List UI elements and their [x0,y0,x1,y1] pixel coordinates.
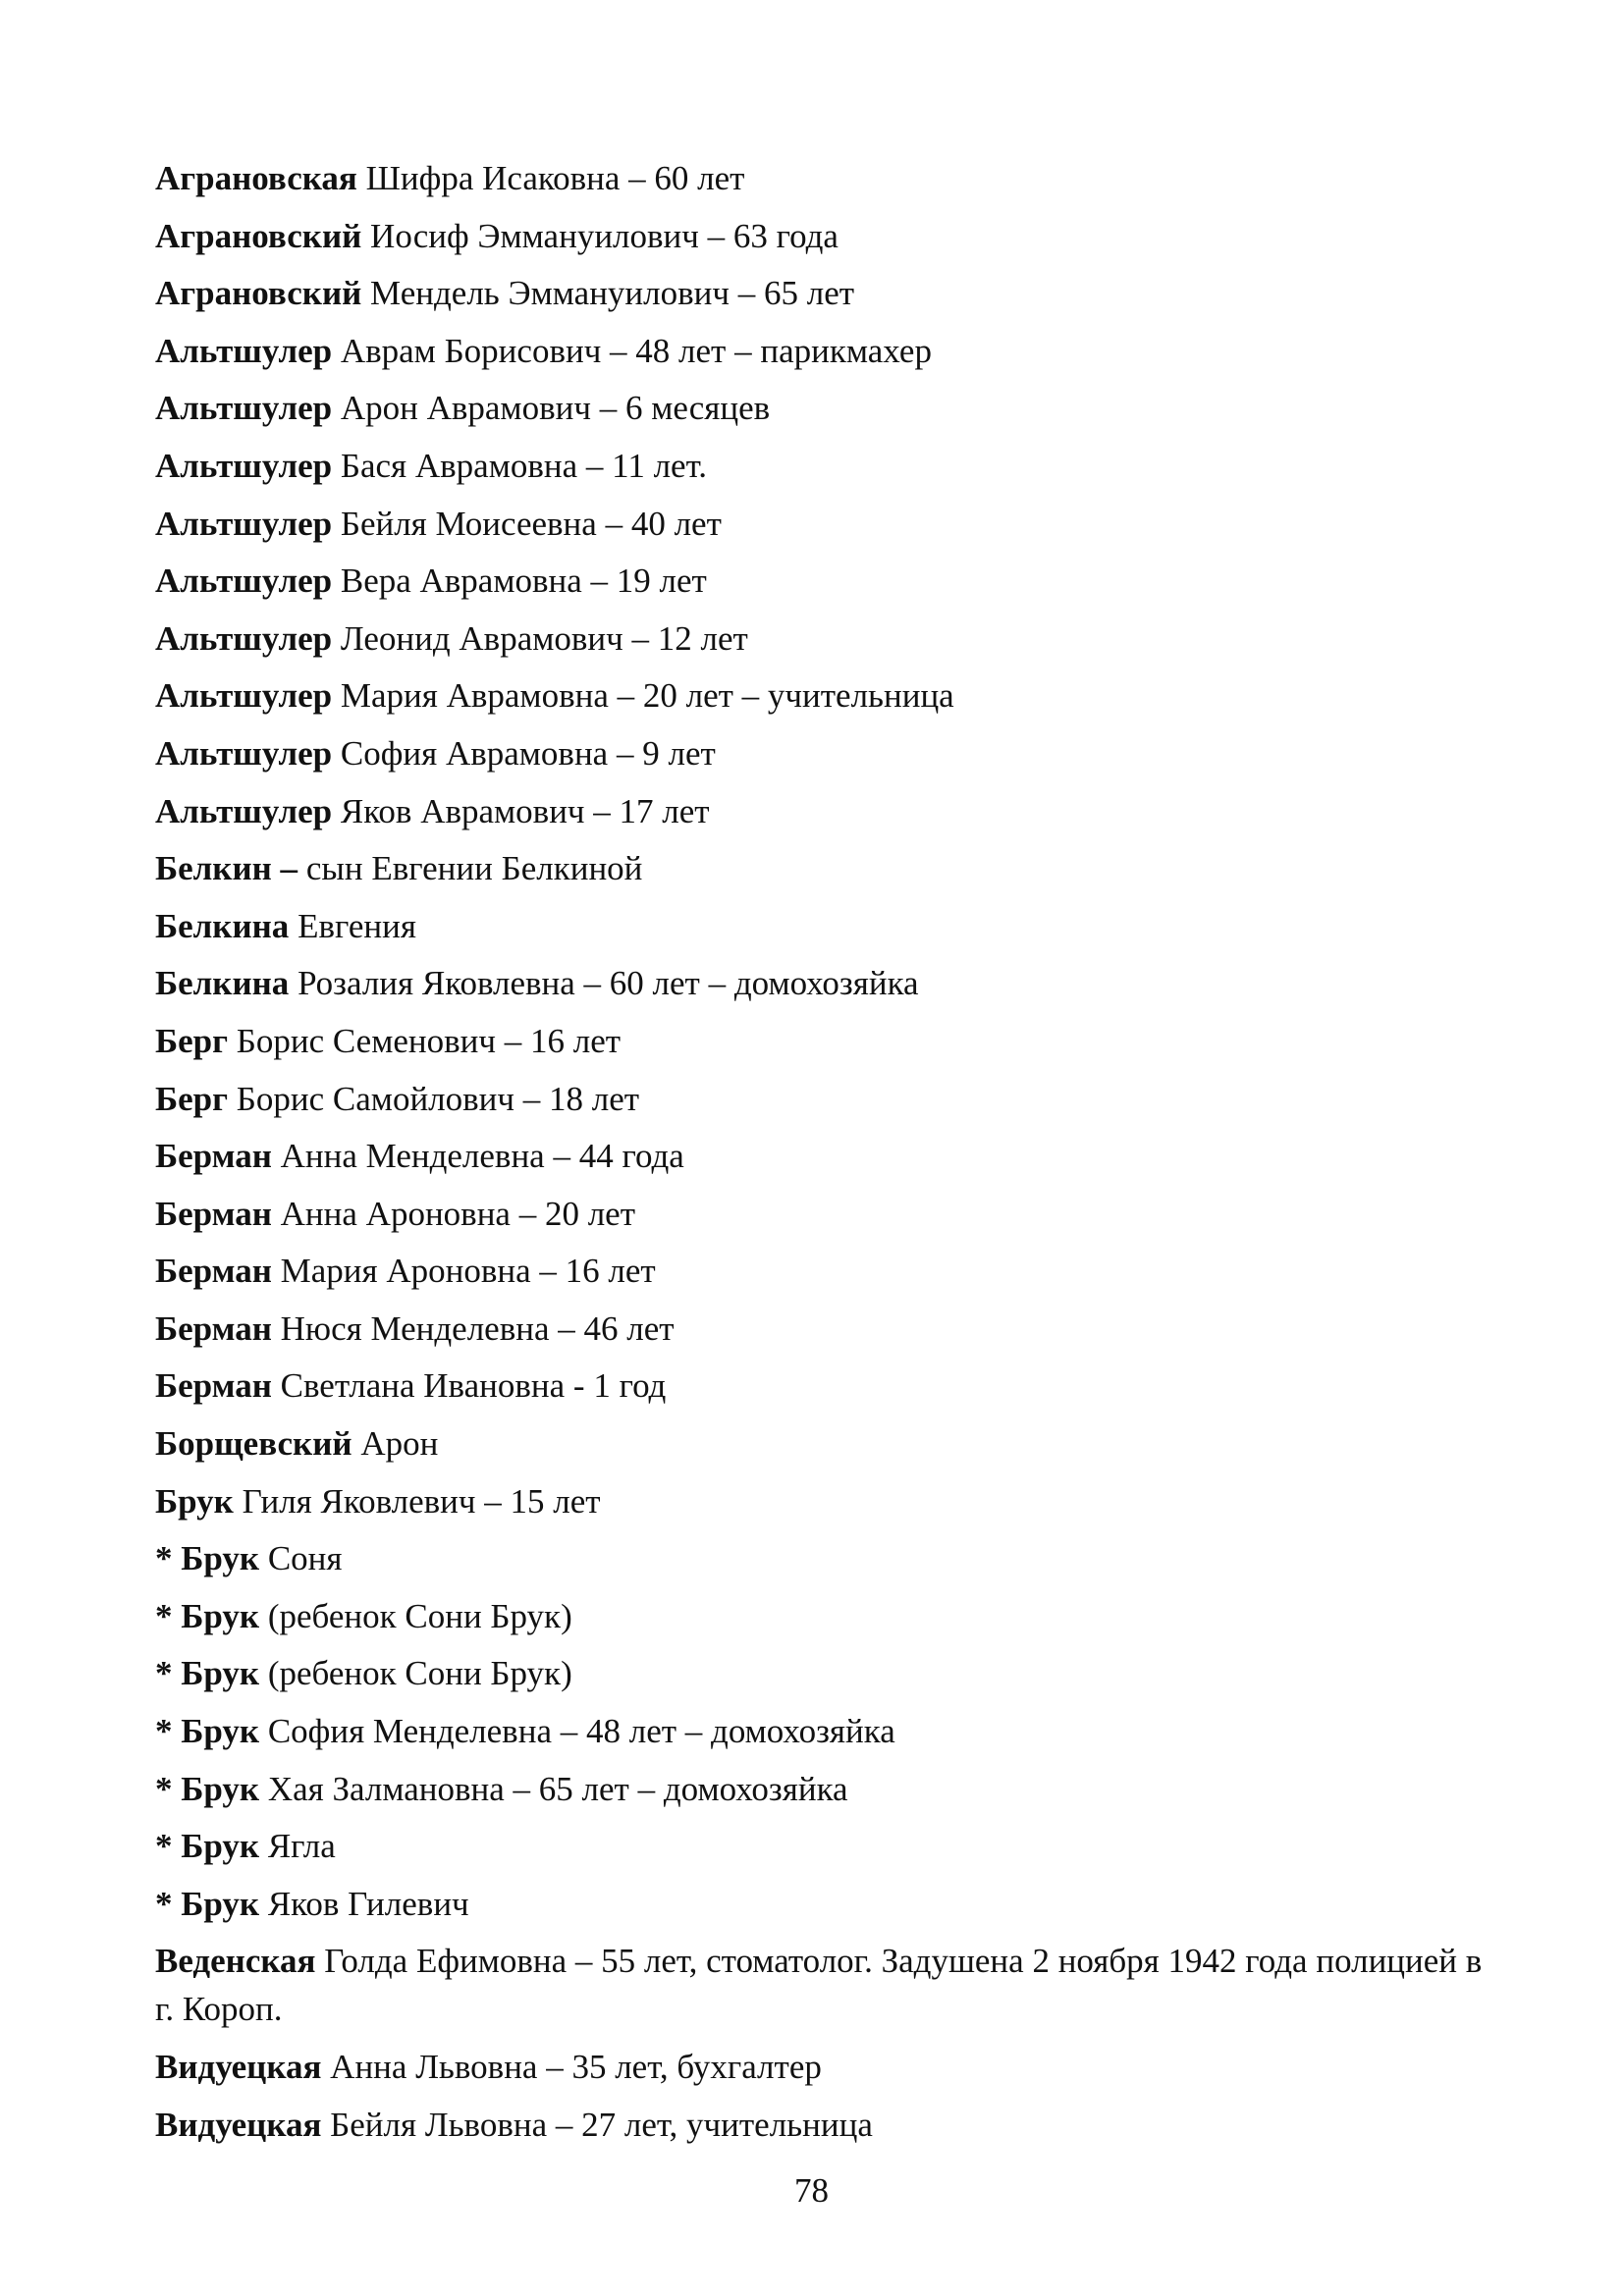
list-entry [155,438,1490,496]
entry-surname: Альтшулер [155,504,333,543]
entry-details: (ребенок Сони Брук) [259,1654,572,1693]
entry-details: Мария Ароновна – 16 лет [271,1252,656,1291]
list-entry [155,1530,1490,1588]
asterisk-marker: * [155,1539,182,1578]
entry-surname: Брук [181,1539,260,1578]
entry-surname: Берман [155,1308,272,1348]
entry-details: Гиля Яковлевич – 15 лет [233,1481,601,1521]
entry-surname: Белкина [155,906,290,945]
list-entry [155,150,1490,208]
asterisk-marker: * [155,1712,182,1751]
entry-surname: Видуецкая [155,2106,322,2144]
list-entry [155,840,1490,898]
entry-surname: Альтшулер [155,676,333,716]
entry-details: Леонид Аврамович – 12 лет [332,618,748,658]
entry-details: Анна Менделевна – 44 года [271,1137,684,1176]
asterisk-marker: * [155,1769,182,1808]
entry-details: Яков Гилевич [259,1884,469,1923]
entry-details: Иосиф Эммануилович – 63 года [361,216,839,255]
list-entry [155,2097,1490,2155]
list-entry [155,898,1490,956]
list-entry [155,955,1490,1013]
asterisk-marker: * [155,1884,182,1923]
entry-surname: Альтшулер [155,331,333,370]
list-entry [155,2039,1490,2097]
entry-surname: Альтшулер [155,446,333,485]
entry-details: Голда Ефимовна – 55 лет, стоматолог. Задушена 2 ноября 1942 года полицией в г. Короп. [155,1942,1483,2029]
asterisk-marker: * [155,1654,182,1693]
entry-details: Бейля Львовна – 27 лет, учительница [321,2106,873,2144]
list-entry [155,1933,1490,2039]
list-entry [155,496,1490,554]
list-entry [155,380,1490,438]
victims-list [155,150,1490,2155]
list-entry [155,1186,1490,1244]
entry-surname: Брук [181,1712,260,1751]
list-entry [155,1645,1490,1703]
entry-details: Борис Самойлович – 18 лет [228,1079,640,1118]
list-entry [155,1301,1490,1359]
entry-details: Аврам Борисович – 48 лет – парикмахер [332,331,932,370]
list-entry [155,1415,1490,1473]
entry-details: Нюся Менделевна – 46 лет [271,1308,675,1348]
entry-surname: Видуецкая [155,2048,322,2087]
list-entry [155,1243,1490,1301]
entry-details: Мендель Эммануилович – 65 лет [361,274,855,313]
entry-surname: Белкина [155,964,290,1003]
entry-details: София Менделевна – 48 лет – домохозяйка [259,1712,895,1751]
entry-surname: Брук [181,1884,260,1923]
entry-details: Анна Ароновна – 20 лет [271,1194,636,1233]
entry-details: Анна Львовна – 35 лет, бухгалтер [321,2048,822,2087]
list-entry [155,783,1490,841]
list-entry [155,1358,1490,1415]
list-entry [155,1818,1490,1876]
entry-surname: Брук [181,1827,260,1866]
list-entry [155,1761,1490,1819]
entry-details: Розалия Яковлевна – 60 лет – домохозяйка [289,964,919,1003]
entry-details: Бася Аврамовна – 11 лет. [332,446,708,485]
entry-surname: Альтшулер [155,733,333,773]
entry-surname: Берг [155,1021,229,1060]
entry-surname: Аграновская [155,159,357,197]
entry-surname: Брук [181,1596,260,1635]
list-entry [155,725,1490,783]
list-entry [155,611,1490,668]
entry-details: Ягла [259,1827,336,1866]
list-entry [155,667,1490,725]
list-entry [155,1876,1490,1934]
entry-details: Борис Семенович – 16 лет [228,1021,622,1060]
entry-surname: Берман [155,1366,272,1406]
entry-details: Вера Аврамовна – 19 лет [332,561,707,601]
entry-details: Яков Аврамович – 17 лет [332,791,710,830]
entry-details: Арон Аврамович – 6 месяцев [332,389,771,428]
entry-details: Бейля Моисеевна – 40 лет [332,504,722,543]
asterisk-marker: * [155,1827,182,1866]
entry-surname: Веденская [155,1942,316,1981]
list-entry [155,265,1490,323]
entry-surname: Борщевский [155,1424,352,1464]
list-entry [155,1473,1490,1531]
list-entry [155,1588,1490,1646]
entry-details: Хая Залмановна – 65 лет – домохозяйка [259,1769,848,1808]
entry-surname: Альтшулер [155,618,333,658]
list-entry [155,553,1490,611]
list-entry [155,1013,1490,1071]
entry-details: Мария Аврамовна – 20 лет – учительница [332,676,954,716]
entry-details: (ребенок Сони Брук) [259,1596,572,1635]
list-entry [155,323,1490,381]
entry-surname: Альтшулер [155,389,333,428]
entry-details: Евгения [289,906,416,945]
list-entry [155,1128,1490,1186]
entry-surname: Берман [155,1137,272,1176]
entry-surname: Брук [181,1769,260,1808]
entry-surname: Берг [155,1079,229,1118]
page-number: 78 [794,2171,829,2210]
entry-details: Светлана Ивановна - 1 год [271,1366,667,1406]
entry-surname: Альтшулер [155,791,333,830]
list-entry [155,1071,1490,1129]
entry-surname: Аграновский [155,216,362,255]
entry-details: Соня [259,1539,343,1578]
entry-details: сын Евгении Белкиной [298,849,643,888]
entry-details: София Аврамовна – 9 лет [332,733,716,773]
entry-details: Арон [352,1424,439,1464]
entry-surname: Белкин – [155,849,298,888]
entry-surname: Альтшулер [155,561,333,601]
entry-surname: Берман [155,1252,272,1291]
list-entry [155,208,1490,266]
entry-surname: Брук [155,1481,234,1521]
list-entry [155,1703,1490,1761]
entry-details: Шифра Исаковна – 60 лет [356,159,745,197]
entry-surname: Берман [155,1194,272,1233]
entry-surname: Брук [181,1654,260,1693]
entry-surname: Аграновский [155,274,362,313]
asterisk-marker: * [155,1596,182,1635]
